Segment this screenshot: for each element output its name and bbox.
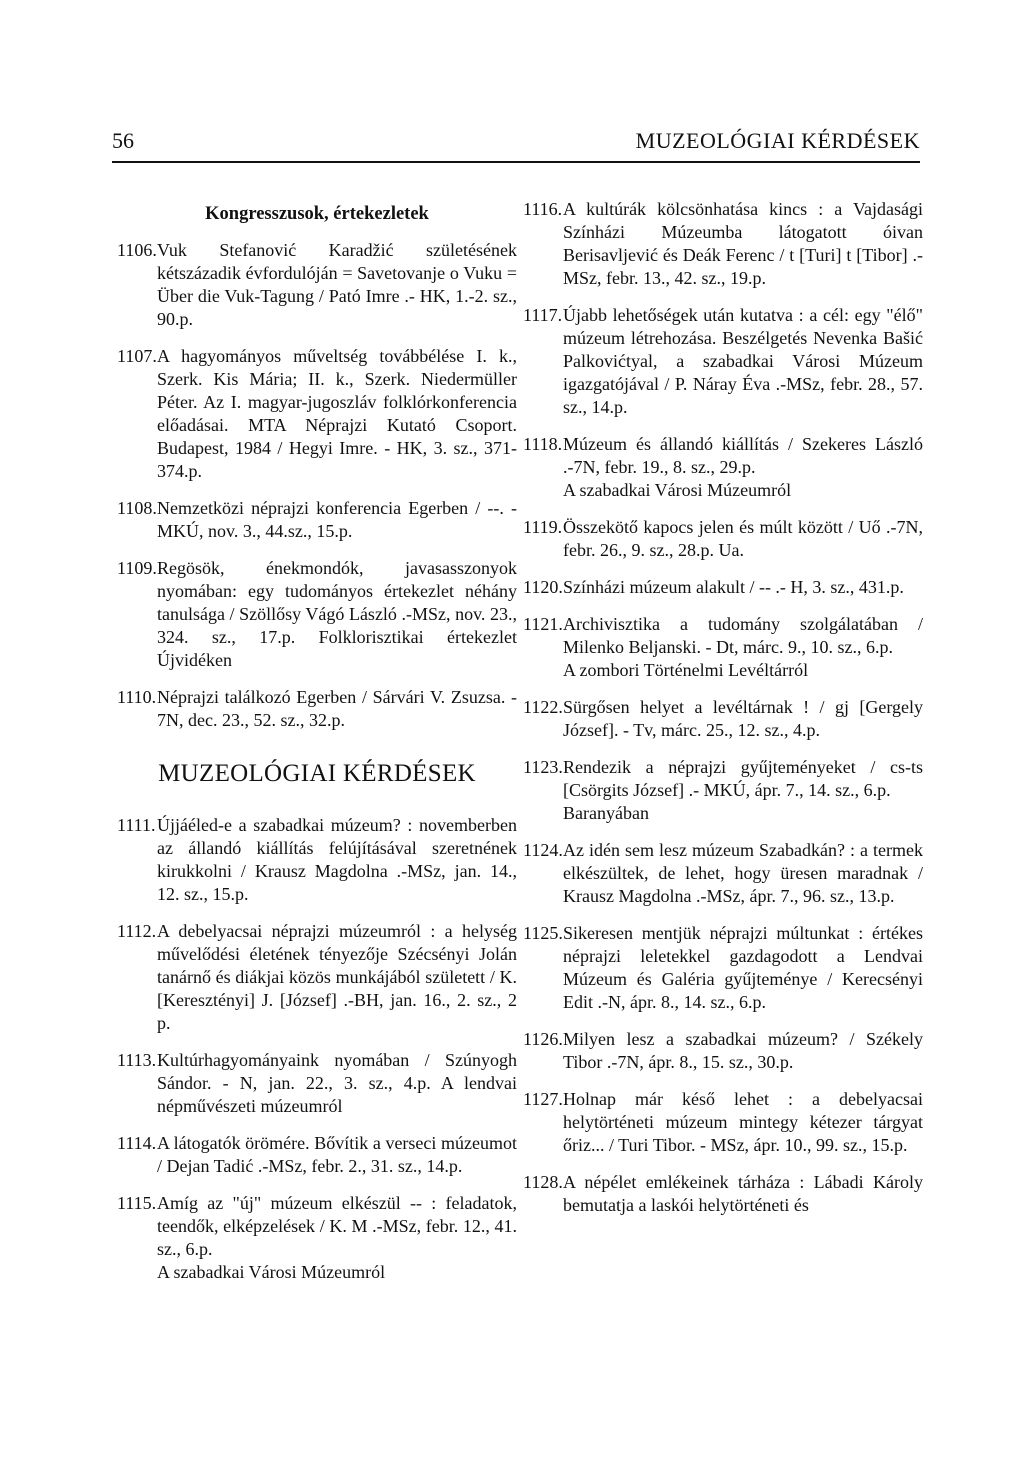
left-column xyxy=(117,198,517,1298)
entry-number: 1110. xyxy=(117,687,157,707)
entry-number: 1109. xyxy=(117,558,157,578)
entry-text: Újabb lehetőségek után kutatva : a cél: egy "élő" múzeum létrehozása. Beszélgetés Nevenka Bašić Palkovićtyal, a szabadkai Városi Múzeum igazgatójával / P. Náray Éva .-MSz, febr. 28., 57. sz., 14.p. xyxy=(563,305,923,417)
entry-number: 1122. xyxy=(523,697,563,717)
entry-1109 xyxy=(117,557,517,672)
entry-note: A szabadkai Városi Múzeumról xyxy=(563,480,792,500)
entry-main-text: Múzeum és állandó kiállítás / Szekeres László .-7N, febr. 19., 8. sz., 29.p. xyxy=(563,434,923,477)
entry-text: Újjáéled-e a szabadkai múzeum? : novemberben az állandó kiállítás felújításával szeretnének kirukkolni / Krausz Magdolna .-MSz, jan. 14., 12. sz., 15.p. xyxy=(157,815,517,904)
entry-1117 xyxy=(523,304,923,419)
entry-main-text: Amíg az "új" múzeum elkészül -- : feladatok, teendők, elképzelések / K. M .-MSz, febr. 12., 41. sz., 6.p. xyxy=(157,1193,517,1259)
entry-text: Sürgősen helyet a levéltárnak ! / gj [Gergely József]. - Tv, márc. 25., 12. sz., 4.p. xyxy=(563,697,923,740)
entry-text: Néprajzi találkozó Egerben / Sárvári V. Zsuzsa. - 7N, dec. 23., 52. sz., 32.p. xyxy=(157,687,517,730)
entry-note: A zombori Történelmi Levéltárról xyxy=(563,660,809,680)
entry-text: Holnap már késő lehet : a debelyacsai helytörténeti múzeum mintegy kétezer tárgyat őriz... / Turi Tibor. - MSz, ápr. 10., 99. sz., 15.p. xyxy=(563,1089,923,1155)
entry-text: Milyen lesz a szabadkai múzeum? / Székely Tibor .-7N, ápr. 8., 15. sz., 30.p. xyxy=(563,1029,923,1072)
running-title: MUZEOLÓGIAI KÉRDÉSEK xyxy=(635,128,920,153)
section-title-museology: MUZEOLÓGIAI KÉRDÉSEK xyxy=(158,760,476,787)
entry-number: 1113. xyxy=(117,1050,157,1070)
entry-1127 xyxy=(523,1088,923,1157)
entry-number: 1125. xyxy=(523,923,563,943)
entry-1107 xyxy=(117,345,517,483)
entry-1124 xyxy=(523,839,923,908)
entry-1120 xyxy=(523,576,923,599)
entry-1110 xyxy=(117,686,517,732)
entry-number: 1126. xyxy=(523,1029,563,1049)
entry-1115 xyxy=(117,1192,517,1284)
entry-text: A kultúrák kölcsönhatása kincs : a Vajdasági Színházi Múzeumba látogatott óivan Berisavljević és Deák Ferenc / t [Turi] t [Tibor] .-MSz, febr. 13., 42. sz., 19.p. xyxy=(563,199,923,288)
entry-note: Baranyában xyxy=(563,803,649,823)
entry-text: Kultúrhagyományaink nyomában / Szúnyogh Sándor. - N, jan. 22., 3. sz., 4.p. A lendvai népművészeti múzeumról xyxy=(157,1050,517,1116)
page-number: 56 xyxy=(112,128,134,153)
entry-number: 1112. xyxy=(117,921,157,941)
entry-1114 xyxy=(117,1132,517,1178)
entry-1126 xyxy=(523,1028,923,1074)
entry-number: 1119. xyxy=(523,517,563,537)
entry-1113 xyxy=(117,1049,517,1118)
entry-number: 1118. xyxy=(523,434,563,454)
right-column xyxy=(523,198,923,1231)
section-heading-congresses: Kongresszusok, értekezletek xyxy=(205,204,429,224)
entry-main-text: Archivisztika a tudomány szolgálatában / Milenko Beljanski. - Dt, márc. 9., 10. sz., 6.p. xyxy=(563,614,923,657)
entry-number: 1115. xyxy=(117,1193,157,1213)
entry-text: Sikeresen mentjük néprajzi múltunkat : értékes néprajzi leletekkel gazdagodott a Lendvai Múzeum és Galéria gyűjteménye / Kerecsényi Edit .-N, ápr. 8., 14. sz., 6.p. xyxy=(563,923,923,1012)
entry-number: 1106. xyxy=(117,240,157,260)
entry-text: A debelyacsai néprajzi múzeumról : a helység művelődési életének tényezője Szécsényi Jolán tanárnő és diákjai közös munkájából született / K. [Keresztényi] J. [József] .-BH, jan. 16., 2. sz., 2 p. xyxy=(157,921,517,1033)
entry-number: 1111. xyxy=(117,815,156,835)
entry-text xyxy=(563,433,923,502)
entry-1125 xyxy=(523,922,923,1014)
entry-text: A látogatók örömére. Bővítik a verseci múzeumot / Dejan Tadić .-MSz, febr. 2., 31. sz., 14.p. xyxy=(157,1133,517,1176)
entry-number: 1124. xyxy=(523,840,563,860)
entry-number: 1117. xyxy=(523,305,563,325)
entry-number: 1120. xyxy=(523,577,563,597)
entry-text: Nemzetközi néprajzi konferencia Egerben / --. - MKÚ, nov. 3., 44.sz., 15.p. xyxy=(157,498,517,541)
entry-number: 1128. xyxy=(523,1172,563,1192)
entry-number: 1123. xyxy=(523,757,563,777)
entry-number: 1116. xyxy=(523,199,563,219)
entry-1123 xyxy=(523,756,923,825)
entry-number: 1121. xyxy=(523,614,563,634)
entry-1122 xyxy=(523,696,923,742)
entry-1119 xyxy=(523,516,923,562)
entry-number: 1127. xyxy=(523,1089,563,1109)
entry-1121 xyxy=(523,613,923,682)
entry-1118 xyxy=(523,433,923,502)
entry-text: Színházi múzeum alakult / -- .- H, 3. sz., 431.p. xyxy=(563,577,904,597)
page-header xyxy=(112,128,920,158)
entry-text: Regösök, énekmondók, javasasszonyok nyomában: egy tudományos értekezlet néhány tanulsága / Szöllősy Vágó László .-MSz, nov. 23., 324. sz., 17.p. Folklorisztikai értekezlet Újvidéken xyxy=(157,558,517,670)
entry-number: 1107. xyxy=(117,346,157,366)
entry-1106 xyxy=(117,239,517,331)
entry-number: 1114. xyxy=(117,1133,157,1153)
entry-text: A népélet emlékeinek tárháza : Lábadi Károly bemutatja a laskói helytörténeti és xyxy=(563,1172,923,1215)
entry-1111 xyxy=(117,814,517,906)
entry-note: A szabadkai Városi Múzeumról xyxy=(157,1262,386,1282)
entry-text xyxy=(563,756,923,825)
entry-number: 1108. xyxy=(117,498,157,518)
entry-text: A hagyományos műveltség továbbélése I. k., Szerk. Kis Mária; II. k., Szerk. Niedermüller Péter. Az I. magyar-jugoszláv folklórkonferencia előadásai. MTA Néprajzi Kutató Csoport. Budapest, 1984 / Hegyi Imre. - HK, 3. sz., 371-374.p. xyxy=(157,346,517,481)
entry-text xyxy=(157,1192,517,1284)
entry-1116 xyxy=(523,198,923,290)
header-rule xyxy=(112,161,920,163)
entry-text: Összekötő kapocs jelen és múlt között / Uő .-7N, febr. 26., 9. sz., 28.p. Ua. xyxy=(563,517,923,560)
entry-text: Vuk Stefanović Karadžić születésének kétszázadik évfordulóján = Savetovanje o Vuku = Über die Vuk-Tagung / Pató Imre .- HK, 1.-2. sz., 90.p. xyxy=(157,240,517,329)
entry-1108 xyxy=(117,497,517,543)
entry-text: Az idén sem lesz múzeum Szabadkán? : a termek elkészültek, de lehet, hogy üresen maradnak / Krausz Magdolna .-MSz, ápr. 7., 96. sz., 13.p. xyxy=(563,840,923,906)
entry-text xyxy=(563,613,923,682)
entry-1112 xyxy=(117,920,517,1035)
entry-main-text: Rendezik a néprajzi gyűjteményeket / cs-ts [Csörgits József] .- MKÚ, ápr. 7., 14. sz., 6.p. xyxy=(563,757,923,800)
entry-1128 xyxy=(523,1171,923,1217)
